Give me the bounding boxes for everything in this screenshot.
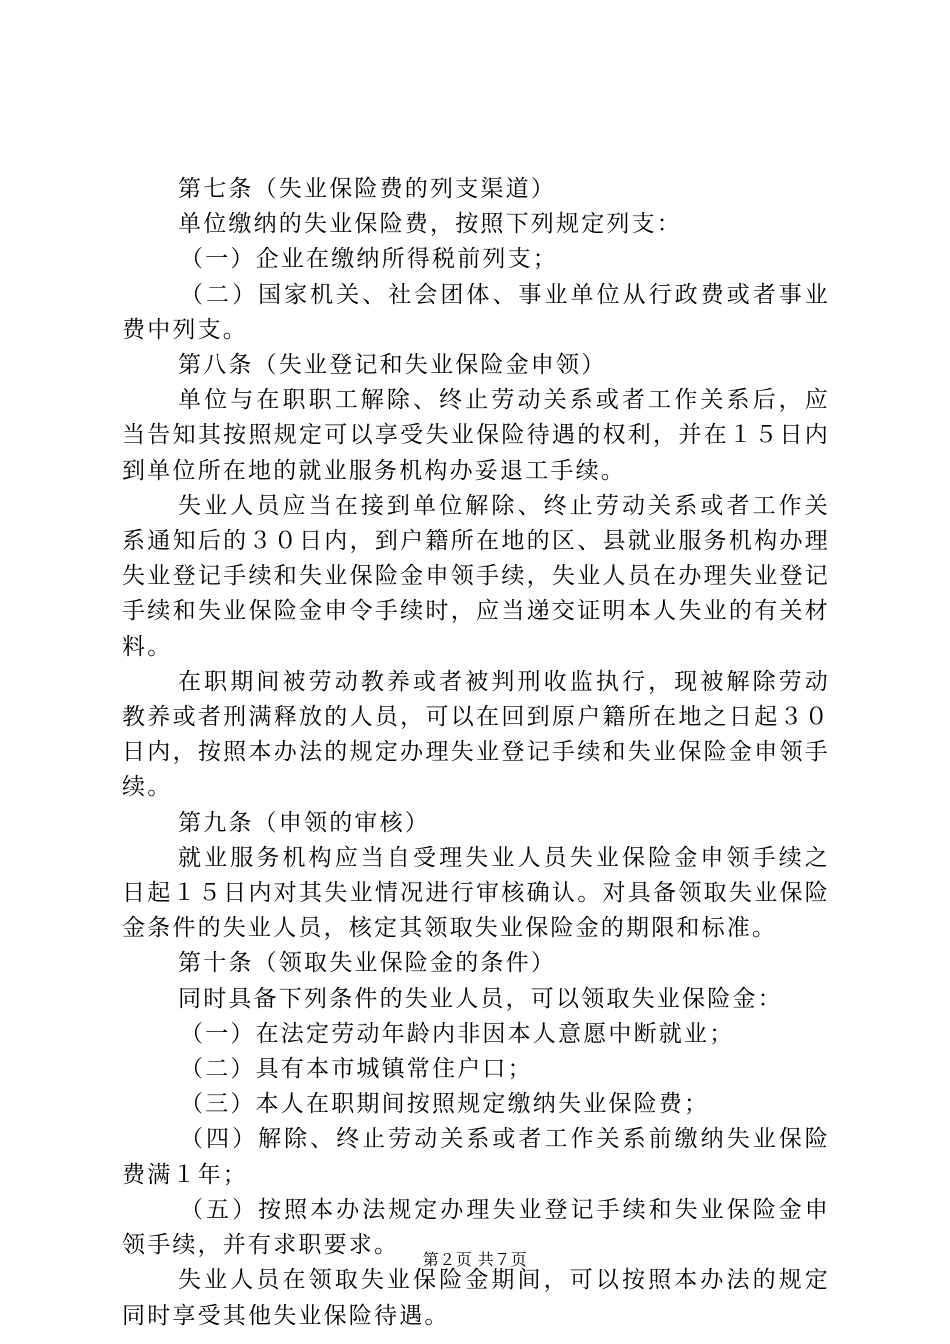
paragraph: 单位与在职职工解除、终止劳动关系或者工作关系后，应当告知其按照规定可以享受失业保险待遇的权利，并在１５日内到单位所在地的就业服务机构办妥退工手续。: [122, 387, 830, 484]
article-heading: 第八条（失业登记和失业保险金申领）: [178, 352, 607, 379]
paragraph: 失业人员应当在接到单位解除、终止劳动关系或者工作关系通知后的３０日内，到户籍所在地的区、县就业服务机构办理失业登记手续和失业保险金申领手续，失业人员在办理失业登记手续和失业保险金申令手续时，应当递交证明本人失业的有关材料。: [122, 492, 830, 660]
paragraph: 就业服务机构应当自受理失业人员失业保险金申领手续之日起１５日内对其失业情况进行审核确认。对具备领取失业保险金条件的失业人员，核定其领取失业保险金的期限和标准。: [122, 844, 830, 942]
paragraph: 失业人员在领取失业保险金期间，可以按照本办法的规定同时享受其他失业保险待遇。: [122, 1267, 830, 1329]
paragraph: 同时具备下列条件的失业人员，可以领取失业保险金：: [178, 985, 783, 1012]
list-item: （二）具有本市城镇常住户口；: [180, 1056, 533, 1083]
list-item: （一）在法定劳动年龄内非因本人意愿中断就业；: [180, 1020, 735, 1047]
article-heading: 第七条（失业保险费的列支渠道）: [178, 176, 556, 202]
document-body: [122, 172, 830, 1334]
article-heading: 第十条（领取失业保险金的条件）: [178, 950, 556, 977]
paragraph: 单位缴纳的失业保险费，按照下列规定列支：: [178, 211, 682, 238]
list-item: （二）国家机关、社会团体、事业单位从行政费或者事业费中列支。: [122, 281, 830, 343]
page-number-footer: 第２页 共７页: [422, 1250, 528, 1269]
list-item: （一）企业在缴纳所得税前列支；: [180, 246, 558, 273]
article-heading: 第九条（申领的审核）: [178, 809, 430, 836]
list-item: （五）按照本办法规定办理失业登记手续和失业保险金申领手续，并有求职要求。: [122, 1196, 830, 1259]
list-item: （三）本人在职期间按照规定缴纳失业保险费；: [180, 1091, 710, 1118]
list-item: （四）解除、终止劳动关系或者工作关系前缴纳失业保险费满１年；: [122, 1126, 830, 1188]
paragraph: 在职期间被劳动教养或者被判刑收监执行，现被解除劳动教养或者刑满释放的人员，可以在回到原户籍所在地之日起３０日内，按照本办法的规定办理失业登记手续和失业保险金申领手续。: [122, 668, 830, 801]
